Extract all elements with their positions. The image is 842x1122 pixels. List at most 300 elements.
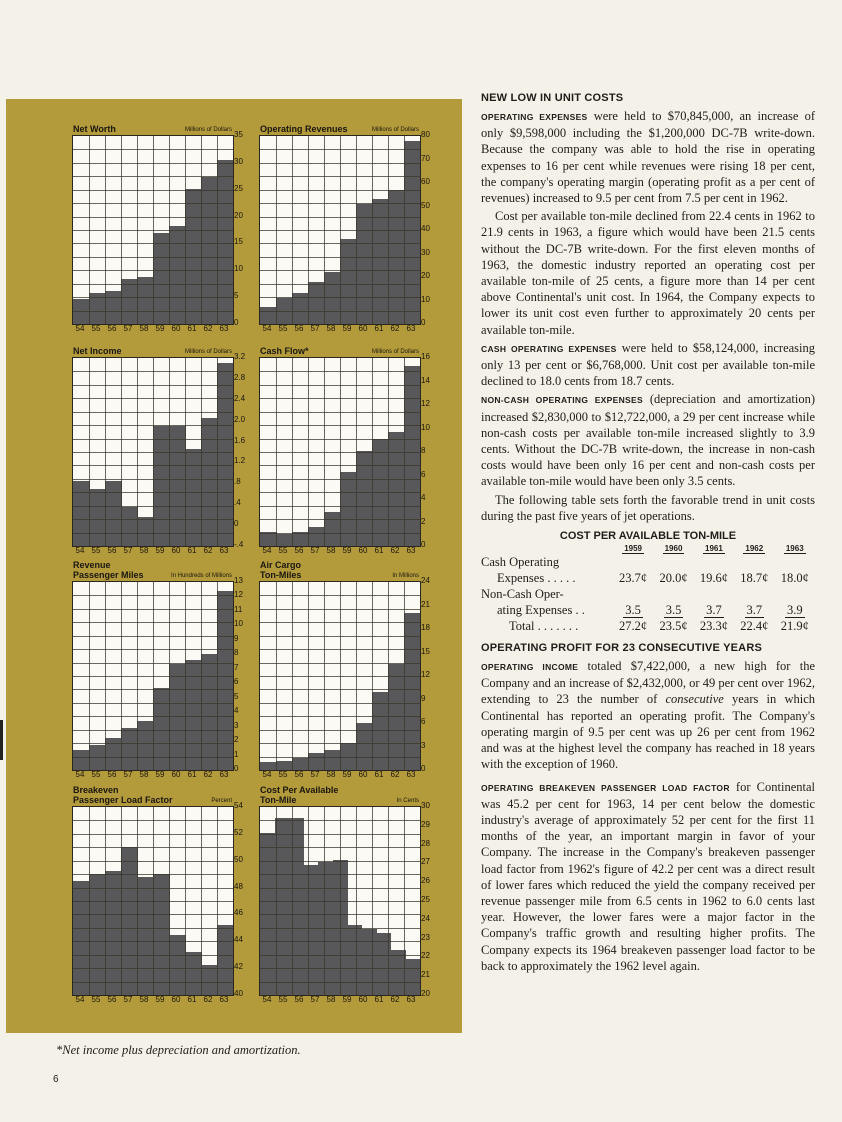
- y-tick-label: 3: [234, 720, 239, 730]
- year-header: 1960: [664, 544, 683, 554]
- grid-line: [73, 243, 233, 244]
- y-tick-label: 7: [234, 662, 239, 672]
- x-tick-label: 62: [203, 324, 213, 333]
- x-tick-label: 55: [278, 770, 288, 779]
- y-tick-label: 24: [421, 913, 430, 923]
- y-tick-label: 1.2: [234, 456, 246, 466]
- grid-line: [260, 439, 420, 440]
- grid-line: [73, 689, 233, 690]
- grid-line: [260, 757, 420, 758]
- grid-line: [260, 230, 420, 231]
- heading-unit-costs: NEW LOW IN UNIT COSTS: [481, 92, 624, 104]
- grid-line: [73, 622, 233, 623]
- grid-line: [260, 888, 420, 889]
- chart-bar: [105, 481, 122, 546]
- y-tick-label: 60: [421, 177, 430, 186]
- chart-bar: [105, 871, 122, 995]
- paragraph-operating-income: OPERATING INCOME totaled $7,422,000, a new high for the Company and an increase of $2,432,000, or 49 per cent over 1962, extending to 23 the number of consecutive years in which Continental has reported an operating profit. The Company's operating margin of 9.5 per cent was up 26 per cent from 1962 and was at the highest level the company has reached in 18 years with the exception of 1960.: [481, 659, 815, 772]
- x-tick-label: 60: [171, 324, 181, 333]
- paragraph-noncash-expenses: NON-CASH OPERATING EXPENSES (depreciation and amortization) increased $2,830,000 to $12,722,000, a 29 per cent increase while non-cash costs per available ton-mile increased slightly to 3.9 cents. Without the DC-7B write-down, the increase in non-cash costs would have been only 16 per cent and non-cash costs per available ton-mile would have been only 3.5 cents.: [481, 392, 815, 489]
- grid-line: [260, 412, 420, 413]
- chart-bar: [201, 418, 218, 546]
- chart-bar: [153, 426, 170, 546]
- x-tick-label: 54: [75, 995, 85, 1004]
- y-tick-label: -.4: [234, 540, 244, 549]
- y-tick-label: 0: [421, 318, 426, 327]
- chart-bar: [153, 874, 170, 995]
- grid-line: [73, 968, 233, 969]
- x-tick-label: 60: [358, 546, 368, 555]
- grid-line: [260, 452, 420, 453]
- chart-bar: [260, 532, 277, 546]
- table-cell: 23.3¢: [699, 619, 728, 634]
- y-tick-label: 30: [421, 247, 430, 257]
- grid-line: [260, 465, 420, 466]
- y-tick-label: 16: [421, 352, 430, 361]
- chart-bar: [137, 877, 154, 995]
- x-tick-label: 55: [278, 995, 288, 1004]
- chart-bar: [340, 472, 357, 546]
- grid-line: [73, 163, 233, 164]
- chart-bar: [217, 160, 234, 324]
- y-tick-label: 30: [234, 156, 243, 166]
- x-tick-label: 63: [219, 770, 229, 779]
- grid-line: [260, 901, 420, 902]
- chart-unit-label: Millions of Dollars: [184, 127, 232, 133]
- y-tick-label: 23: [421, 932, 430, 942]
- paragraph-operating-expenses: OPERATING EXPENSES were held to $70,845,000, an increase of only $9,598,000 including the $1,200,000 DC-7B write-down. Because the company was able to hold the rise in operating expenses to 16 per cent while revenues were rising 18 per cent, the company's operating margin (operating profit as a per cent of revenues) increased to 9.5 per cent from 7.5 per cent in 1962.: [481, 109, 815, 206]
- chart-bar: [201, 654, 218, 770]
- chart-plot-area: [259, 135, 421, 325]
- x-tick-label: 54: [262, 770, 272, 779]
- grid-line: [260, 595, 420, 596]
- x-tick-label: 58: [139, 770, 149, 779]
- grid-line: [73, 703, 233, 704]
- grid-line: [73, 190, 233, 191]
- chart-bar: [73, 881, 90, 995]
- chart-bar: [276, 534, 293, 546]
- chart-plot-area: [72, 806, 234, 996]
- x-tick-label: 63: [219, 995, 229, 1004]
- grid-line: [260, 371, 420, 372]
- table-cell: 3.7: [746, 603, 763, 618]
- chart-unit-label: Millions of Dollars: [371, 349, 419, 355]
- y-tick-label: 2: [421, 516, 426, 526]
- chart-bar: [292, 758, 309, 770]
- x-tick-label: 60: [171, 770, 181, 779]
- chart-bar: [292, 532, 309, 546]
- y-tick-label: 15: [421, 646, 430, 656]
- grid-line: [73, 452, 233, 453]
- chart-plot-area: [72, 357, 234, 547]
- grid-line: [260, 257, 420, 258]
- y-tick-label: 12: [234, 590, 243, 600]
- x-tick-label: 63: [219, 546, 229, 555]
- grid-line: [73, 492, 233, 493]
- x-tick-label: 59: [342, 995, 352, 1004]
- grid-line: [73, 901, 233, 902]
- chart-title: Net Income: [73, 346, 122, 356]
- y-tick-label: 4: [234, 706, 239, 716]
- page-edge-mark: [0, 720, 3, 760]
- y-tick-label: 18: [421, 623, 430, 632]
- grid-line: [260, 982, 420, 983]
- chart-bar: [324, 272, 341, 324]
- x-tick-label: 55: [278, 324, 288, 333]
- x-tick-label: 54: [262, 324, 272, 333]
- x-tick-label: 56: [107, 995, 117, 1004]
- grid-line: [73, 595, 233, 596]
- x-tick-label: 55: [91, 324, 101, 333]
- y-tick-label: 0: [421, 540, 426, 549]
- chart-bar: [276, 761, 293, 770]
- grid-line: [73, 834, 233, 835]
- row-label: Cash Operating: [481, 555, 560, 570]
- grid-line: [260, 663, 420, 664]
- table-row: [481, 554, 815, 570]
- y-tick-label: 21: [421, 970, 430, 980]
- chart-bar: [185, 449, 202, 546]
- year-header: 1962: [745, 544, 764, 554]
- chart-bar: [121, 728, 138, 770]
- x-tick-label: 60: [358, 324, 368, 333]
- grid-line: [260, 270, 420, 271]
- year-header: 1961: [705, 544, 723, 554]
- y-tick-label: 10: [234, 264, 243, 274]
- table-cell: 3.5: [665, 603, 682, 618]
- chart-title: Passenger Load Factor: [73, 795, 173, 805]
- y-tick-label: 52: [234, 827, 243, 837]
- grid-line: [73, 412, 233, 413]
- chart-title: Operating Revenues: [260, 124, 348, 134]
- y-tick-label: 4: [421, 493, 426, 502]
- grid-line: [73, 257, 233, 258]
- y-tick-label: 1.6: [234, 435, 246, 445]
- chart-unit-label: Percent: [211, 798, 232, 804]
- y-tick-label: 40: [421, 224, 430, 233]
- grid-line: [260, 676, 420, 677]
- x-tick-label: 54: [75, 770, 85, 779]
- x-tick-label: 58: [326, 770, 336, 779]
- y-tick-label: 27: [421, 857, 430, 867]
- chart-bar: [308, 282, 325, 324]
- grid-line: [260, 834, 420, 835]
- y-tick-label: 25: [421, 895, 430, 904]
- y-tick-label: 5: [234, 291, 239, 301]
- x-tick-label: 63: [219, 324, 229, 333]
- chart-title: Revenue: [73, 560, 111, 570]
- chart-bar: [308, 753, 325, 770]
- grid-line: [260, 716, 420, 717]
- x-tick-label: 60: [358, 770, 368, 779]
- x-tick-label: 61: [187, 324, 197, 333]
- y-tick-label: 9: [234, 633, 239, 643]
- table-header-row: [481, 544, 815, 554]
- x-tick-label: 58: [139, 546, 149, 555]
- y-tick-label: 0: [421, 764, 426, 773]
- chart-title: Passenger Miles: [73, 570, 144, 580]
- heading-operating-profit: OPERATING PROFIT FOR 23 CONSECUTIVE YEARS: [481, 642, 762, 655]
- x-tick-label: 58: [326, 546, 336, 555]
- grid-line: [73, 176, 233, 177]
- x-tick-label: 63: [406, 770, 416, 779]
- grid-line: [73, 297, 233, 298]
- x-tick-label: 54: [262, 995, 272, 1004]
- table-cell: 19.6¢: [699, 571, 728, 586]
- grid-line: [73, 371, 233, 372]
- y-tick-label: 12: [421, 670, 430, 679]
- y-tick-label: 48: [234, 881, 243, 891]
- x-tick-label: 54: [75, 324, 85, 333]
- chart-bar: [372, 199, 389, 324]
- y-tick-label: 26: [421, 876, 430, 886]
- x-tick-label: 54: [75, 546, 85, 555]
- x-tick-label: 58: [139, 995, 149, 1004]
- y-tick-label: 1: [234, 749, 239, 759]
- chart-title: Cost Per Available: [260, 785, 339, 795]
- table-cell: 23.5¢: [659, 619, 688, 634]
- x-tick-label: 59: [342, 770, 352, 779]
- grid-line: [73, 609, 233, 610]
- chart-bar: [105, 291, 122, 324]
- grid-line: [260, 311, 420, 312]
- y-tick-label: 3.2: [234, 352, 246, 361]
- grid-line: [73, 730, 233, 731]
- grid-line: [73, 874, 233, 875]
- chart-bar: [260, 762, 277, 770]
- y-tick-label: 10: [234, 619, 243, 629]
- x-tick-label: 59: [155, 324, 165, 333]
- row-label: Expenses . . . . .: [497, 571, 576, 586]
- x-tick-label: 62: [203, 995, 213, 1004]
- grid-line: [73, 398, 233, 399]
- x-tick-label: 56: [294, 995, 304, 1004]
- x-tick-label: 61: [187, 995, 197, 1004]
- grid-line: [73, 649, 233, 650]
- chart-bar: [405, 959, 420, 995]
- chart-plot-area: [259, 357, 421, 547]
- grid-line: [73, 847, 233, 848]
- y-tick-label: 22: [421, 951, 430, 961]
- grid-line: [260, 284, 420, 285]
- chart-unit-label: Millions of Dollars: [184, 349, 232, 355]
- x-tick-label: 57: [310, 770, 320, 779]
- grid-line: [260, 730, 420, 731]
- chart-bar: [201, 965, 218, 995]
- y-tick-label: 24: [421, 576, 430, 585]
- grid-line: [260, 874, 420, 875]
- chart-bar: [308, 527, 325, 546]
- grid-line: [73, 955, 233, 956]
- x-tick-label: 61: [187, 546, 197, 555]
- y-tick-label: 46: [234, 908, 243, 918]
- grid-line: [73, 663, 233, 664]
- grid-line: [260, 149, 420, 150]
- grid-line: [73, 217, 233, 218]
- grid-line: [73, 149, 233, 150]
- grid-line: [260, 689, 420, 690]
- x-tick-label: 63: [406, 324, 416, 333]
- y-tick-label: 44: [234, 935, 243, 945]
- chart-bar: [169, 426, 186, 546]
- grid-line: [260, 820, 420, 821]
- grid-line: [73, 888, 233, 889]
- grid-line: [73, 982, 233, 983]
- paragraph-cost-per-ton-mile: Cost per available ton-mile declined from 22.4 cents in 1962 to 21.9 cents in 1963, a figure which would have been 21.5 cents without the DC-7B write-down. For the first eleven months of 1963, the domestic industry reported an operating cost per available ton-mile of 25 cents, a figure more than 14 per cent above Continental's unit cost. In 1964, the Company expects to lower its unit cost even further to approximately 20 cents per available ton-mile.: [481, 209, 815, 337]
- chart-unit-label: In Hundreds of Millions: [170, 573, 232, 579]
- y-tick-label: 21: [421, 599, 430, 609]
- x-tick-label: 57: [310, 995, 320, 1004]
- y-tick-label: .4: [234, 498, 241, 508]
- grid-line: [73, 284, 233, 285]
- y-tick-label: 2.4: [234, 393, 246, 403]
- chart-bar: [356, 204, 373, 324]
- chart-bar: [137, 721, 154, 770]
- chart-bar: [169, 226, 186, 324]
- table-cell: 27.2¢: [619, 619, 648, 634]
- grid-line: [73, 716, 233, 717]
- y-tick-label: 0: [234, 318, 239, 327]
- chart-plot-area: [72, 581, 234, 771]
- grid-line: [73, 439, 233, 440]
- y-tick-label: 20: [421, 989, 430, 998]
- grid-line: [260, 703, 420, 704]
- y-tick-label: 30: [421, 801, 430, 810]
- grid-line: [73, 928, 233, 929]
- grid-line: [260, 203, 420, 204]
- y-tick-label: 20: [421, 271, 430, 280]
- chart-bar: [169, 935, 186, 995]
- grid-line: [260, 243, 420, 244]
- x-tick-label: 58: [139, 324, 149, 333]
- y-tick-label: 15: [234, 237, 243, 247]
- table-row: [481, 618, 815, 634]
- chart-bar: [304, 865, 319, 995]
- chart-plot-area: [259, 581, 421, 771]
- grid-line: [260, 609, 420, 610]
- x-tick-label: 56: [107, 546, 117, 555]
- chart-unit-label: In Millions: [392, 573, 419, 579]
- y-tick-label: 10: [421, 422, 430, 432]
- y-tick-label: 10: [421, 294, 430, 304]
- grid-line: [260, 861, 420, 862]
- x-tick-label: 56: [107, 770, 117, 779]
- x-tick-label: 57: [123, 324, 133, 333]
- grid-line: [73, 743, 233, 744]
- row-label: ating Expenses . .: [497, 603, 585, 618]
- y-tick-label: 42: [234, 962, 243, 972]
- y-tick-label: .8: [234, 477, 241, 487]
- x-tick-label: 57: [123, 995, 133, 1004]
- table-row: [481, 570, 815, 586]
- grid-line: [260, 217, 420, 218]
- y-tick-label: 80: [421, 130, 430, 139]
- grid-line: [73, 757, 233, 758]
- x-tick-label: 59: [342, 546, 352, 555]
- y-tick-label: 11: [234, 604, 243, 614]
- grid-line: [260, 519, 420, 520]
- x-tick-label: 55: [91, 546, 101, 555]
- table-cell: 18.7¢: [740, 571, 769, 586]
- y-tick-label: 3: [421, 740, 426, 750]
- table-cell: 20.0¢: [659, 571, 688, 586]
- y-tick-label: 5: [234, 691, 239, 701]
- chart-plot-area: [259, 806, 421, 996]
- grid-line: [260, 968, 420, 969]
- chart-bar: [388, 432, 405, 546]
- x-tick-label: 59: [342, 324, 352, 333]
- chart-bar: [89, 745, 106, 770]
- x-tick-label: 56: [294, 546, 304, 555]
- y-tick-label: 12: [421, 399, 430, 408]
- grid-line: [260, 190, 420, 191]
- grid-line: [260, 425, 420, 426]
- chart-bar: [185, 952, 202, 995]
- x-tick-label: 61: [374, 995, 384, 1004]
- x-tick-label: 58: [326, 324, 336, 333]
- grid-line: [260, 398, 420, 399]
- x-tick-label: 61: [374, 770, 384, 779]
- x-tick-label: 62: [390, 546, 400, 555]
- y-tick-label: 0: [234, 764, 239, 773]
- grid-line: [260, 492, 420, 493]
- grid-line: [260, 297, 420, 298]
- paragraph-cash-expenses: CASH OPERATING EXPENSES were held to $58,124,000, increasing only 13 per cent or $6,768,000. Unit cost per available ton-mile declined to 18.0 cents from 18.7 cents.: [481, 340, 815, 389]
- chart-bar: [73, 750, 90, 770]
- table-cell: 3.5: [625, 603, 641, 618]
- y-tick-label: 6: [234, 677, 239, 687]
- table-cell: 21.9¢: [780, 619, 809, 634]
- chart-title: Net Worth: [73, 124, 116, 134]
- x-tick-label: 58: [326, 995, 336, 1004]
- grid-line: [73, 636, 233, 637]
- table-cell: 3.9: [786, 603, 803, 618]
- y-tick-label: 2.0: [234, 414, 246, 424]
- y-tick-label: 20: [234, 210, 243, 220]
- x-tick-label: 62: [203, 770, 213, 779]
- grid-line: [260, 955, 420, 956]
- y-tick-label: 40: [234, 989, 243, 998]
- chart-title: Ton-Mile: [260, 795, 297, 805]
- y-tick-label: 50: [234, 854, 243, 864]
- x-tick-label: 55: [91, 995, 101, 1004]
- grid-line: [260, 847, 420, 848]
- x-tick-label: 61: [187, 770, 197, 779]
- x-tick-label: 60: [358, 995, 368, 1004]
- x-tick-label: 62: [390, 324, 400, 333]
- grid-line: [73, 203, 233, 204]
- grid-line: [260, 506, 420, 507]
- grid-line: [260, 743, 420, 744]
- grid-line: [73, 820, 233, 821]
- chart-bar: [201, 177, 218, 324]
- table-row: [481, 602, 815, 618]
- y-tick-label: 29: [421, 819, 430, 829]
- text-column: [481, 92, 815, 976]
- chart-bar: [89, 489, 106, 546]
- grid-line: [73, 385, 233, 386]
- chart-title: Air Cargo: [260, 560, 302, 570]
- x-tick-label: 57: [310, 546, 320, 555]
- x-tick-label: 60: [171, 995, 181, 1004]
- grid-line: [73, 425, 233, 426]
- x-tick-label: 57: [123, 770, 133, 779]
- y-tick-label: 6: [421, 717, 426, 726]
- grid-line: [73, 465, 233, 466]
- page-number: 6: [53, 1074, 59, 1085]
- x-tick-label: 62: [203, 546, 213, 555]
- grid-line: [260, 479, 420, 480]
